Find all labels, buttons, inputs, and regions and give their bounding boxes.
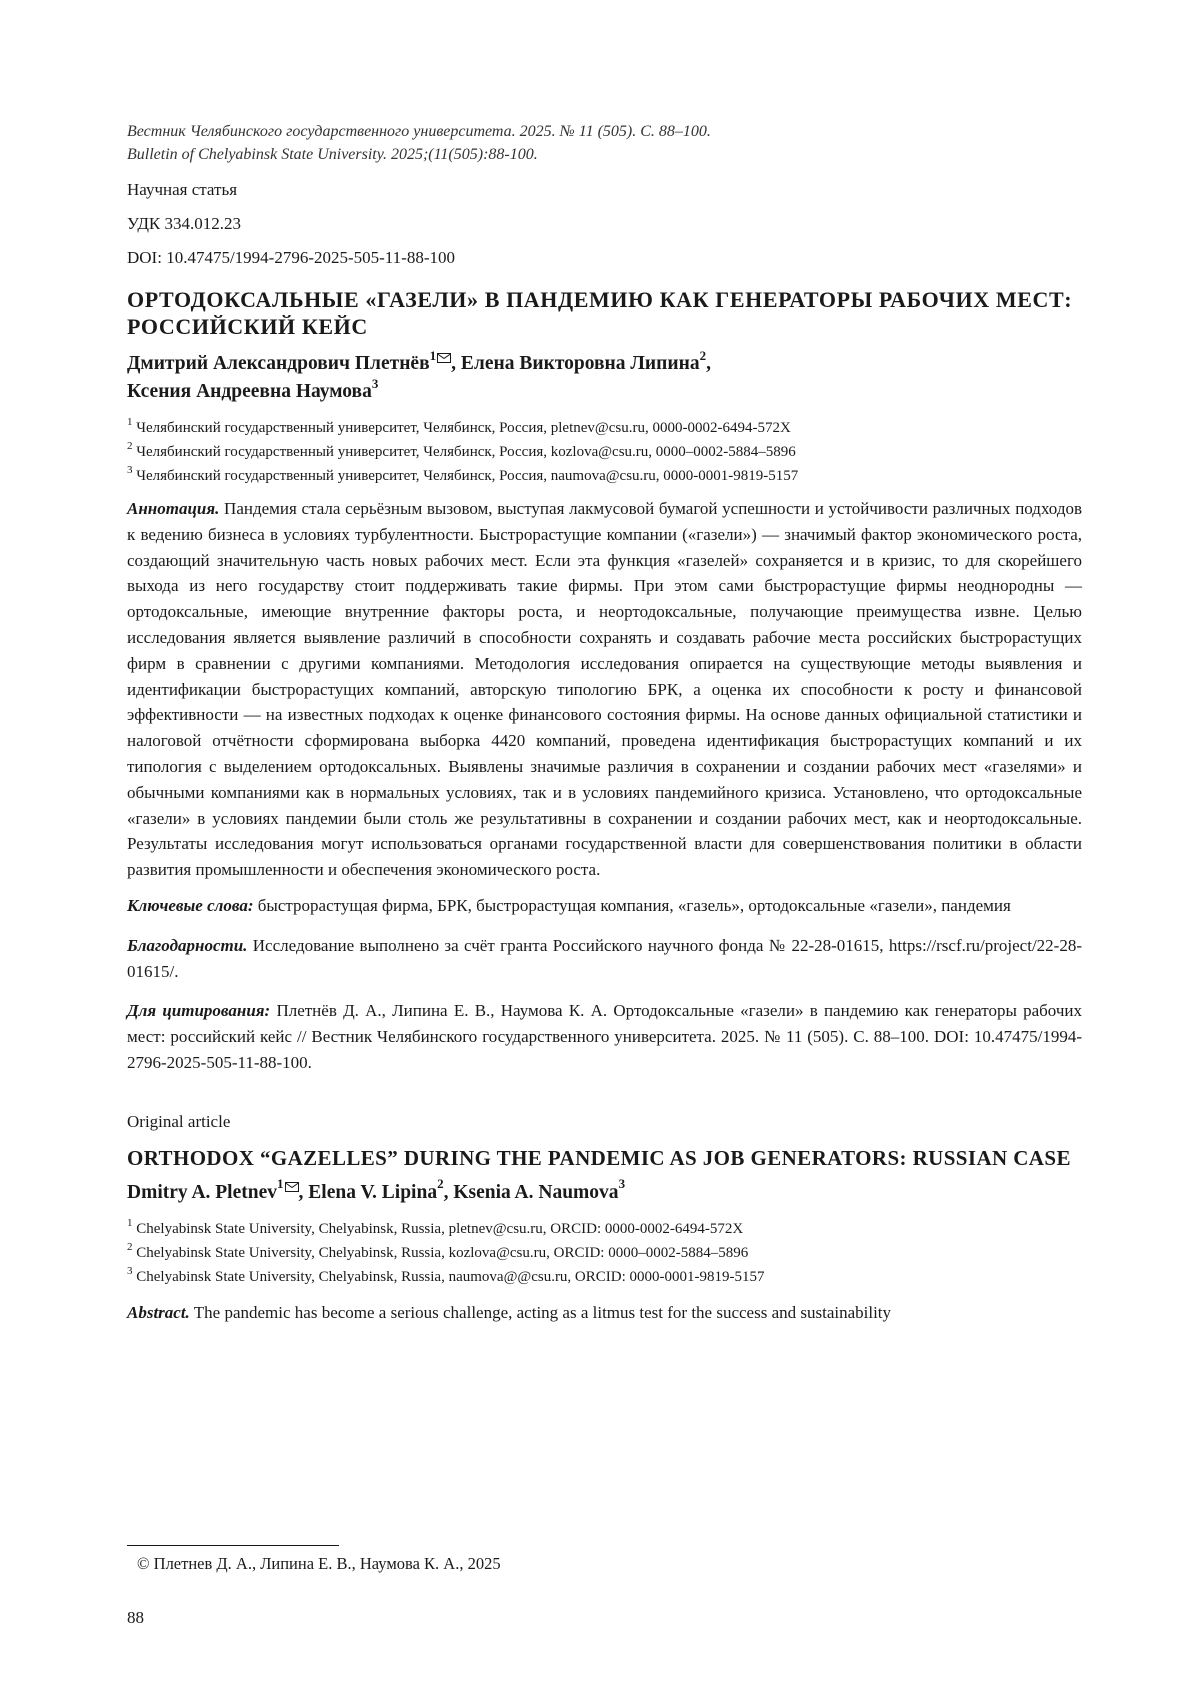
- abstract: [127, 1301, 1082, 1325]
- affiliations-en: [127, 1217, 1082, 1289]
- affiliations-ru: [127, 416, 1082, 488]
- affiliation-ru-3: $^3$ Челябинский государственный университет, Челябинск, Россия, naumova@csu.ru, 0000-0001-9819-5157: [127, 464, 799, 484]
- authors-ru: [127, 347, 1082, 406]
- doi: DOI: 10.47475/1994-2796-2025-505-11-88-100: [127, 248, 455, 267]
- udk: УДК 334.012.23: [127, 214, 242, 233]
- title-en: ORTHODOX “GAZELLES” DURING THE PANDEMIC AS JOB GENERATORS: RUSSIAN CASE: [127, 1145, 1071, 1170]
- title-ru: ОРТОДОКСАЛЬНЫЕ «ГАЗЕЛИ» В ПАНДЕМИЮ КАК ГЕНЕРАТОРЫ РАБОЧИХ МЕСТ: РОССИЙСКИЙ КЕЙС: [127, 287, 1073, 339]
- affiliation-en-3: $^3$ Chelyabinsk State University, Chelyabinsk, Russia, naumova@@csu.ru, ORCID: 0000-0001-9819-5157: [127, 1264, 765, 1285]
- affiliation-ru-1: $^1$ Челябинский государственный университет, Челябинск, Россия, pletnev@csu.ru, 0000-0002-6494-572X: [127, 416, 791, 436]
- keywords-label: Ключевые слова:: [127, 895, 254, 915]
- author-ru-3: Ксения Андреевна Наумова$^3$: [127, 375, 379, 402]
- author-en-1: Dmitry A. Pletnev$^1$ ,: [127, 1176, 309, 1203]
- copyright: © Плетнев Д. А., Липина Е. В., Наумова К. А., 2025: [137, 1554, 501, 1573]
- article-page: [127, 120, 1082, 1325]
- keywords-text: быстрорастущая фирма, БРК, быстрорастущая компания, «газель», ортодоксальные «газели», пандемия: [257, 895, 1011, 915]
- author-en-3: Ksenia A. Naumova$^3$: [453, 1176, 626, 1203]
- annotation-label: Аннотация.: [127, 499, 220, 518]
- affiliation-en-1: $^1$ Chelyabinsk State University, Chelyabinsk, Russia, pletnev@csu.ru, ORCID: 0000-0002-6494-572X: [127, 1216, 744, 1237]
- journal-en: Bulletin of Chelyabinsk State University. 2025;(11(505):88-100.: [127, 146, 538, 163]
- author-ru-1: Дмитрий Александрович Плетнёв$^1$ ,: [127, 347, 461, 374]
- citation-label: Для цитирования:: [127, 1001, 271, 1021]
- annotation: [127, 496, 1082, 883]
- annotation-text: Пандемия стала серьёзным вызовом, выступая лакмусовой бумагой успешности и устойчивости различных подходов к ведению бизнеса в условиях турбулентности. Быстрорастущие компании («газели») — значимый фактор экономического роста, создающий значительную часть новых рабочих мест. Если эта функция «газелей» сохраняется и в кризис, то для скорейшего выхода из него государству стоит поддерживать такие фирмы. При этом сами быстрорастущие фирмы неоднородны — ортодоксальные, имеющие внутренние факторы роста, и неортодоксальные, получающие преимущества извне. Целью исследования является выявление различий в способности сохранять и создавать рабочие места российских быстрорастущих фирм в сравнении с другими компаниями. Методология исследования опирается на существующие методы выявления и идентификации быстрорастущих компаний, авторскую типологию БРК, а оценка их способности к росту и финансовой эффективности — на известных подходах к оценке финансового состояния фирмы. На основе данных официальной статистики и налоговой отчётности сформирована выборка 4420 компаний, проведена идентификация быстрорастущих компаний и их типология с выделением ортодоксальных. Выявлены значимые различия в сохранении и создании рабочих мест «газелями» и обычными компаниями как в нормальных условиях, так и в условиях пандемийного кризиса. Установлено, что ортодоксальные «газели» в условиях пандемии были столь же результативны в сохранении и создании рабочих мест, как и неортодоксальные. Результаты исследования могут использоваться органами государственной власти для совершенствования политики в области развития промышленности и обеспечения экономического роста.: [127, 499, 1082, 880]
- acknowledgments-label: Благодарности.: [127, 935, 248, 955]
- article-meta: [127, 180, 1082, 268]
- abstract-text: The pandemic has become a serious challenge, acting as a litmus test for the success and sustainability: [193, 1302, 892, 1322]
- journal-ru: Вестник Челябинского государственного университета. 2025. № 11 (505). С. 88–100.: [127, 123, 711, 140]
- acknowledgments-text: Исследование выполнено за счёт гранта Российского научного фонда № 22-28-01615, https://rscf.ru/project/22-28-01615/.: [127, 935, 1083, 981]
- citation: [127, 998, 1082, 1075]
- keywords: [127, 893, 1082, 919]
- authors-en: [127, 1176, 1082, 1207]
- article-type-en: Original article: [127, 1111, 231, 1131]
- journal-citation-header: [127, 120, 1082, 166]
- affiliation-en-2: $^2$ Chelyabinsk State University, Chelyabinsk, Russia, kozlova@csu.ru, ORCID: 0000–0002-5884–5896: [127, 1240, 749, 1261]
- email-envelope-icon: [285, 1182, 299, 1192]
- email-envelope-icon: [437, 353, 451, 363]
- affiliation-ru-2: $^2$ Челябинский государственный университет, Челябинск, Россия, kozlova@csu.ru, 0000–0002-5884–5896: [127, 440, 796, 460]
- citation-text: Плетнёв Д. А., Липина Е. В., Наумова К. А. Ортодоксальные «газели» в пандемию как генераторы рабочих мест: российский кейс // Вестник Челябинского государственного университета. 2025. № 11 (505). С. 88–100. DOI: 10.47475/1994-2796-2025-505-11-88-100.: [127, 1001, 1082, 1072]
- page-number: 88: [127, 1608, 144, 1627]
- abstract-label: Abstract.: [127, 1302, 190, 1322]
- acknowledgments: [127, 933, 1082, 985]
- author-ru-2: Елена Викторовна Липина$^2$,: [460, 347, 711, 374]
- author-en-2: Elena V. Lipina$^2$,: [308, 1176, 454, 1203]
- article-type-ru: Научная статья: [127, 180, 238, 199]
- footnote-divider: [127, 1545, 339, 1546]
